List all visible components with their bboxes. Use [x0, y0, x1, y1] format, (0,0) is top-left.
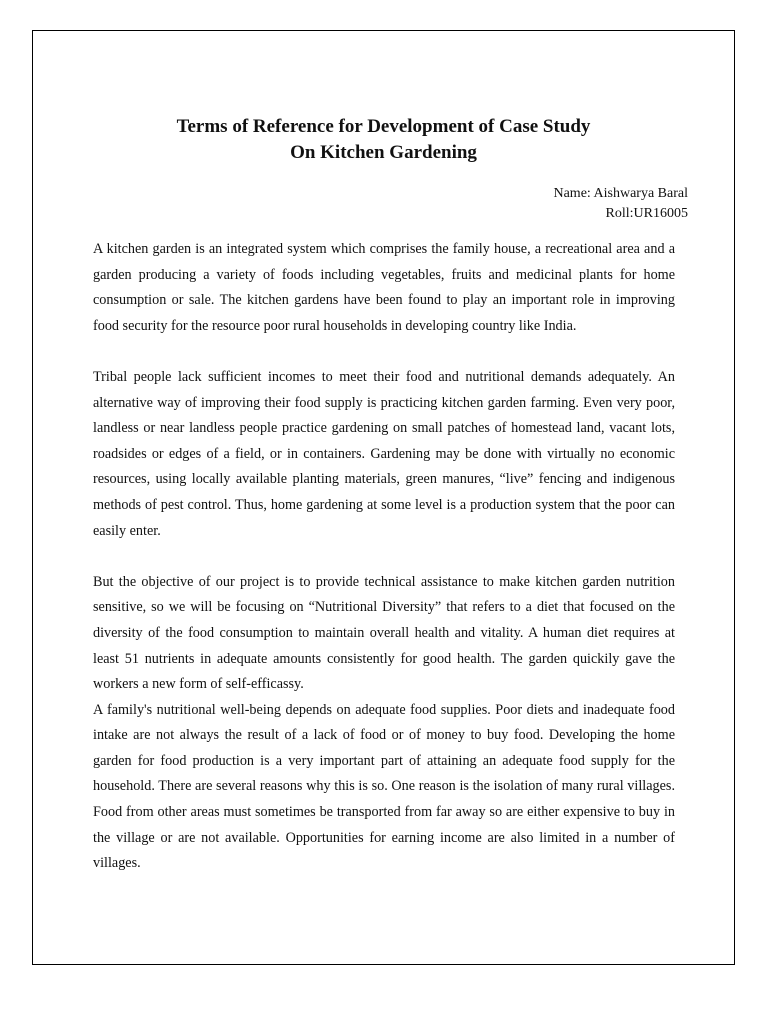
author-roll: Roll:UR16005: [605, 206, 688, 221]
paragraph-1: A kitchen garden is an integrated system which comprises the family house, a recreational area and a garden producing a variety of foods including vegetables, fruits and medicinal plants for home consumption or sale. The kitchen gardens have been found to play an important role in improving food security for the resource poor rural households in developing country like India.: [93, 241, 675, 334]
paragraph-3: But the objective of our project is to provide technical assistance to make kitchen garden nutrition sensitive, so we will be focusing on “Nutritional Diversity” that refers to a diet that focused on the diversity of the food consumption to maintain overall health and vitality. A human diet requires at least 51 nutrients in adequate amounts consistently for good health. The garden quickily gave the workers a new form of self-efficassy.: [93, 573, 675, 693]
title-line-1: Terms of Reference for Development of Case Study: [176, 116, 591, 137]
paragraph-2: Tribal people lack sufficient incomes to meet their food and nutritional demands adequately. An alternative way of improving their food supply is practicing kitchen garden farming. Even very poor, landless or near landless people practice gardening on small patches of homestead land, vacant lots, roadsides or edges of a field, or in containers. Gardening may be done with virtually no economic resources, using locally available planting materials, green manures, “live” fencing and indigenous methods of pest control. Thus, home gardening at some level is a production system that the poor can easily enter.: [93, 368, 675, 539]
document-body: [93, 237, 675, 877]
paragraph-4: A family's nutritional well-being depends on adequate food supplies. Poor diets and inadequate food intake are not always the result of a lack of food or of money to buy food. Developing the home garden for food production is a very important part of attaining an adequate food supply for the household. There are several reasons why this is so. One reason is the isolation of many rural villages. Food from other areas must sometimes be transported from far away so are either expensive to buy in the village or are not available. Opportunities for earning income are also limited in a number of villages.: [93, 701, 675, 872]
document-title: [32, 114, 735, 166]
title-line-2: On Kitchen Gardening: [290, 142, 477, 163]
author-name: Name: Aishwarya Baral: [553, 186, 688, 201]
author-info: [553, 184, 688, 224]
